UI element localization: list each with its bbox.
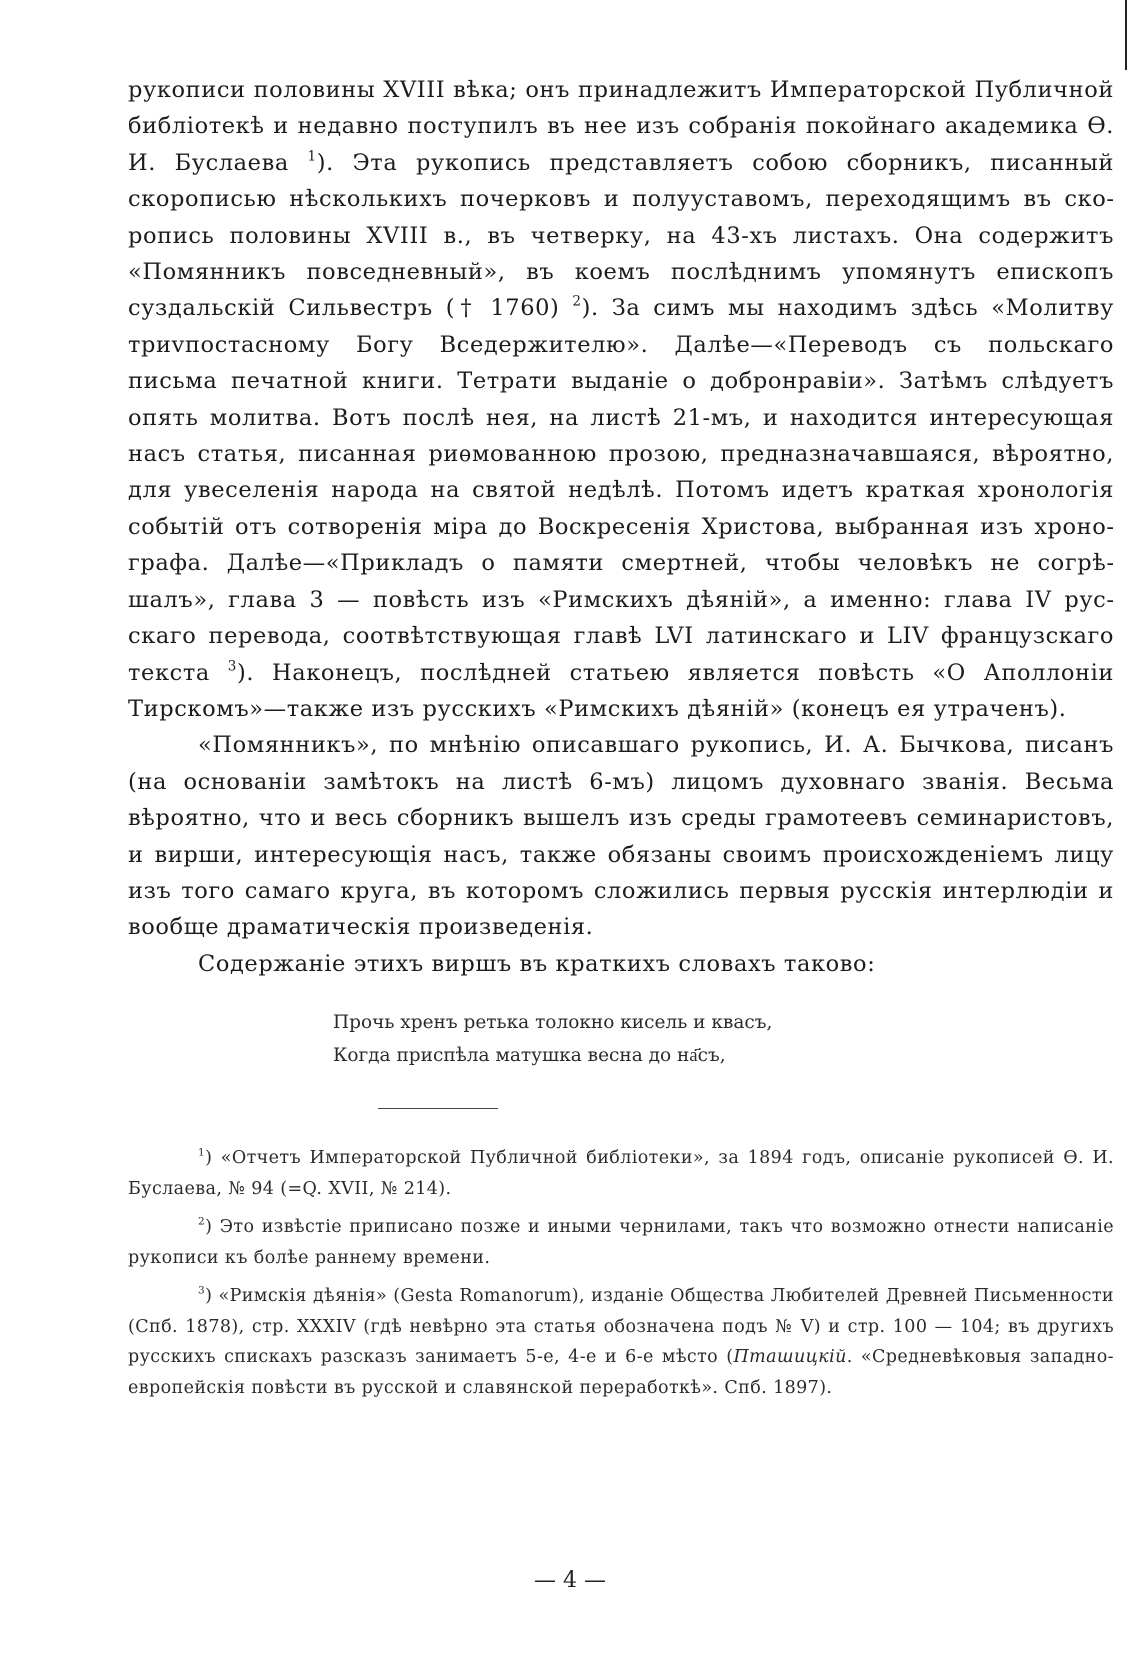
footnote-1: $^1$) «Отчетъ Императорской Публичной библіотеки», за 1894 годъ, описаніе рукописей Ѳ. И. Буслаева, № 94 (=Q. XVII, № 214). [128,1146,1114,1199]
footnote-ref-1: 1 [307,148,317,165]
paragraph-1: рукописи половины XVIII вѣка; онъ принадлежитъ Императорской Публичной библіотекѣ и недавно поступилъ въ нее изъ собранія покойнаго академика Ѳ. И. Буслаева $^1$). Эта рукопись представляетъ собою сборникъ, писанный скорописью нѣсколькихъ почерковъ и полууставомъ, переходящимъ въ скоропись половины XVIII в., въ четверку, на 43-хъ листахъ. Она содержитъ «Помянникъ повседневный», въ коемъ послѣднимъ упомянутъ епископъ суздальскій Сильвестръ († 1760) $^2$). За симъ мы находимъ здѣсь «Молитву триvпостасному Богу Вседержителю». Далѣе—«Переводъ съ польскаго письма печатной книги. Тетрати выданіе о добронравіи». Затѣмъ слѣдуетъ опять молитва. Вотъ послѣ нея, на листѣ 21-мъ, и находится интересующая насъ статья, писанная риѳмованною прозою, предназначавшаяся, вѣроятно, для увеселенія народа на святой недѣлѣ. Потомъ идетъ краткая хронологія событій отъ сотворенія міра до Воскресенія Христова, выбранная изъ хронографа. Далѣе—«Прикладъ о памяти смертней, чтобы человѣкъ не согрѣшалъ», глава 3 — повѣсть изъ «Римскихъ дѣяній», а именно: глава IV русскаго перевода, соотвѣтствующая главѣ LVI латинскаго и LIV французскаго текста $^3$). Наконецъ, послѣдней статьею является повѣсть «О Аполлоніи Тирскомъ»—также изъ русскихъ «Римскихъ дѣяній» (конецъ ея утраченъ). [128,77,1115,722]
footnote-3: $^3$) «Римскія дѣянія» (Gesta Romanorum), изданіе Общества Любителей Древней Письменности (Спб. 1878), стр. XXXIV (гдѣ невѣрно эта статья обозначена подъ № V) и стр. 100 — 104; въ другихъ русскихъ спискахъ разсказъ занимаетъ 5-е, 4-е и 6-е мѣсто (Пташицкій. «Средневѣковыя западно-европейскія повѣсти въ русской и славянской переработкѣ». Спб. 1897). [128,1284,1114,1398]
footnote-2: $^2$) Это извѣстіе приписано позже и иными чернилами, такъ что возможно отнести написаніе рукописи къ болѣе раннему времени. [128,1215,1114,1268]
footnote-ref-3: 3 [227,658,237,675]
verse-line: Когда приспѣла матушка весна до на҃съ, [333,1045,726,1067]
footnotes [128,1143,1114,1403]
footnote-author: Пташицкій [733,1347,847,1368]
footnote-separator [378,1108,498,1109]
paragraph-3: Содержаніе этихъ виршъ въ краткихъ словахъ таково: [198,950,876,977]
main-text [128,72,1114,982]
paragraph-2: «Помянникъ», по мнѣнію описавшаго рукопись, И. А. Бычкова, писанъ (на основаніи замѣтокъ на листѣ 6-мъ) лицомъ духовнаго званія. Весьма вѣроятно, что и весь сборникъ вышелъ изъ среды грамотеевъ семинаристовъ, и вирши, интересующія насъ, также обязаны своимъ происхожденіемъ лицу изъ того самаго круга, въ которомъ сложились первыя русскія интерлюдіи и вообще драматическія произведенія. [128,732,1114,941]
footnote-ref-2: 2 [572,294,582,310]
verse-quote [333,1006,1114,1072]
page-number: — 4 — [534,1568,606,1593]
page-edge-line [1125,0,1127,70]
verse-line: Прочь хренъ ретька толокно кисель и квасъ, [333,1012,773,1034]
page-content [128,72,1114,1411]
